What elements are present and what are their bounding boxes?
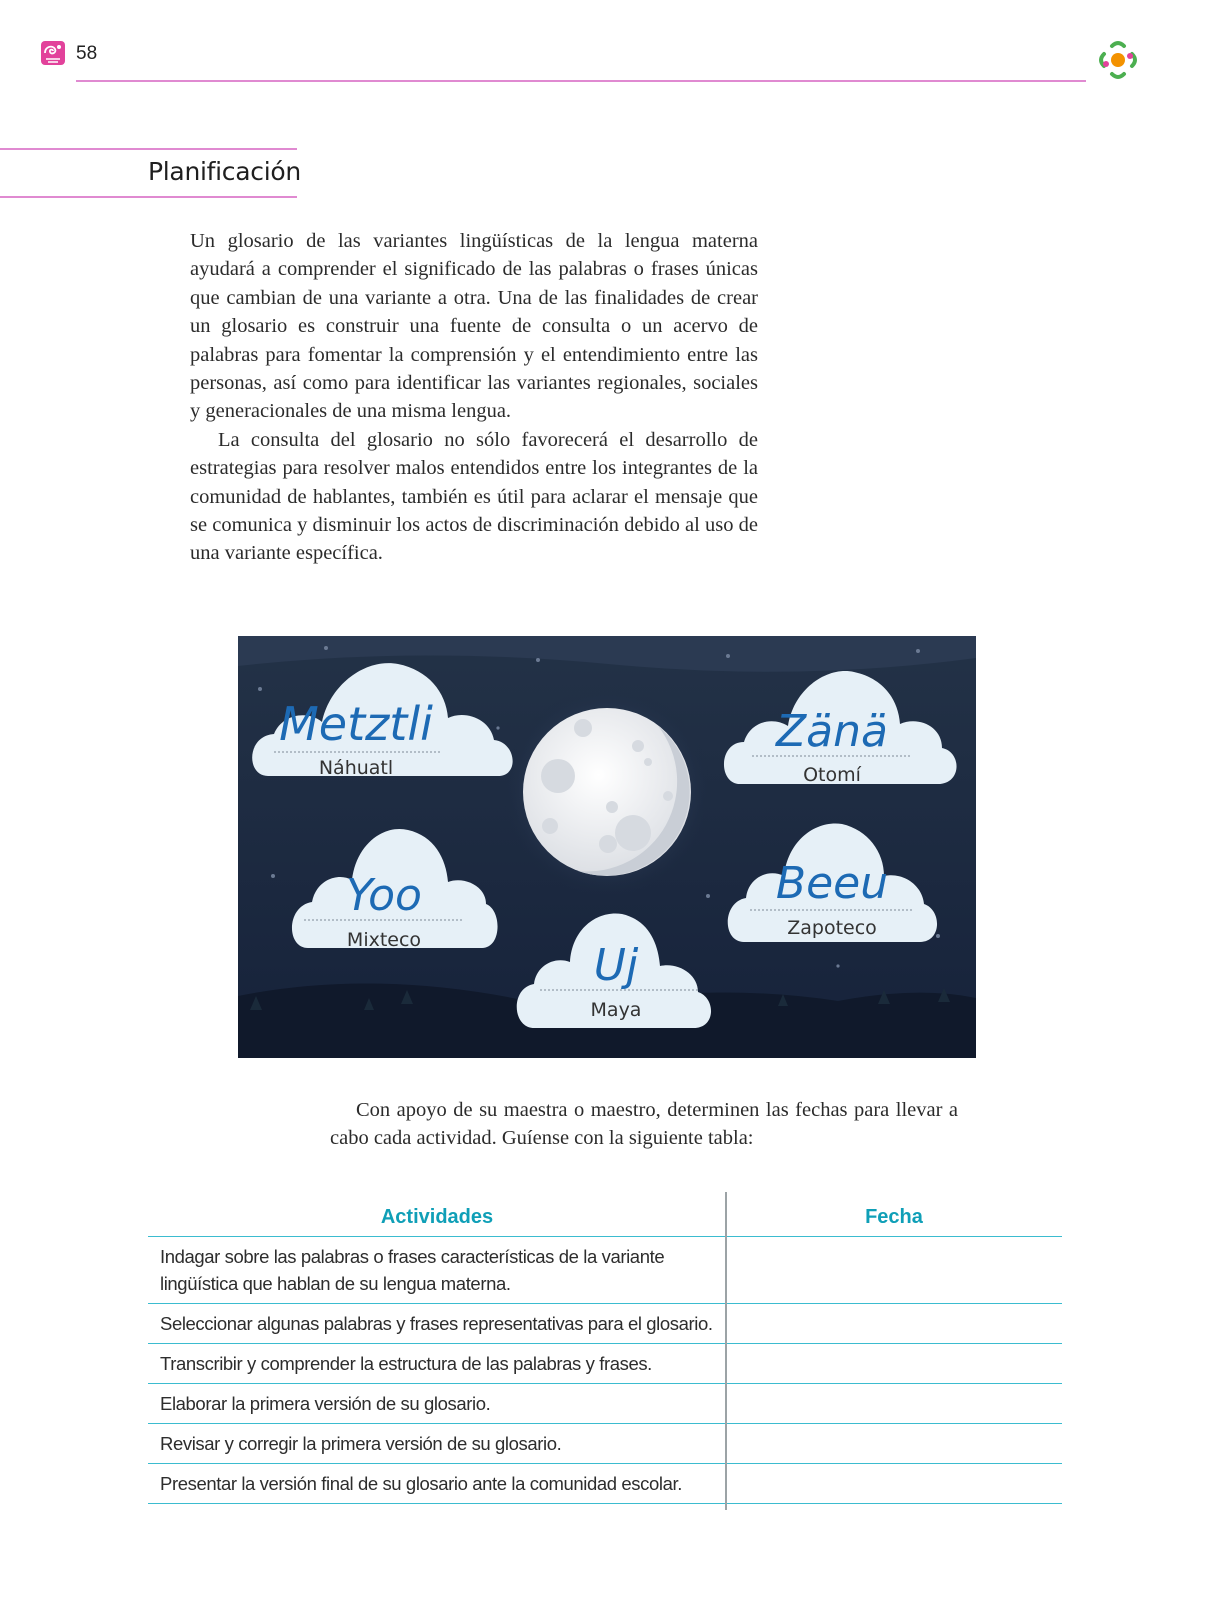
cloud-word: Zänä (776, 706, 888, 757)
activity-cell: Revisar y corregir la primera versión de su glosario. (160, 1433, 562, 1454)
header-activities: Actividades (380, 1205, 494, 1228)
table-header-row (148, 1192, 1062, 1237)
section-title: Planificación (148, 157, 301, 186)
cloud-language: Otomí (803, 764, 861, 786)
cloud-language: Mixteco (346, 929, 422, 951)
cloud-word: Uj (593, 940, 639, 991)
cloud-word: Beeu (775, 858, 889, 909)
cloud-language: Zapoteco (787, 917, 877, 939)
colorful-logo-icon (1092, 34, 1144, 86)
moon-icon (523, 708, 691, 876)
activity-cell: Indagar sobre las palabras o frases características de la variante lingüística que hablan de su lengua materna. (160, 1246, 665, 1294)
activity-cell: Presentar la versión final de su glosario ante la comunidad escolar. (160, 1473, 682, 1494)
instructions (330, 1096, 958, 1153)
glyph-ornament-icon (40, 40, 66, 66)
table-row (148, 1384, 1062, 1424)
table-row (148, 1464, 1062, 1504)
activity-cell: Elaborar la primera versión de su glosario. (160, 1393, 491, 1414)
section-rule-bottom (0, 196, 297, 198)
activity-cell: Seleccionar algunas palabras y frases representativas para el glosario. (160, 1313, 713, 1334)
cloud-language: Maya (590, 999, 642, 1021)
cloud-word: Metztli (279, 697, 433, 751)
page-number: 58 (76, 43, 98, 64)
header-date: Fecha (865, 1205, 923, 1228)
body-paragraph: Un glosario de las variantes lingüísticas de la lengua materna ayudará a comprender el significado de las palabras o frases únicas que cambian de una variante a otra. Una de las finalidades de crear un glosario es construir una fuente de consulta o un acervo de palabras para fomentar la comprensión y el entendimiento entre las personas, así como para identificar las variantes regionales, sociales y generacionales de una misma lengua. (190, 230, 758, 423)
table-row (148, 1304, 1062, 1344)
section-rule-top (0, 148, 297, 150)
moon-clouds-illustration (238, 636, 976, 1058)
date-cell[interactable] (726, 1424, 1062, 1463)
date-cell[interactable] (726, 1384, 1062, 1423)
table-row (148, 1424, 1062, 1464)
table-column-divider (725, 1192, 727, 1510)
header-rule (76, 80, 1086, 82)
date-cell[interactable] (726, 1237, 1062, 1303)
table-row (148, 1344, 1062, 1384)
instructions-text: Con apoyo de su maestra o maestro, determinen las fechas para llevar a cabo cada actividad. Guíense con la siguiente tabla: (330, 1099, 958, 1150)
date-cell[interactable] (726, 1464, 1062, 1503)
body-text (190, 227, 758, 568)
cloud-word: Yoo (346, 870, 422, 921)
body-paragraph: La consulta del glosario no sólo favorecerá el desarrollo de estrategias para resolver malos entendidos entre los integrantes de la comunidad de hablantes, también es útil para aclarar el mensaje que se comunica y disminuir los actos de discriminación debido al uso de una variante específica. (190, 428, 758, 565)
table-row (148, 1237, 1062, 1304)
activity-table (148, 1192, 1062, 1504)
cloud-language: Náhuatl (318, 757, 394, 779)
date-cell[interactable] (726, 1304, 1062, 1343)
date-cell[interactable] (726, 1344, 1062, 1383)
activity-cell: Transcribir y comprender la estructura de las palabras y frases. (160, 1353, 652, 1374)
